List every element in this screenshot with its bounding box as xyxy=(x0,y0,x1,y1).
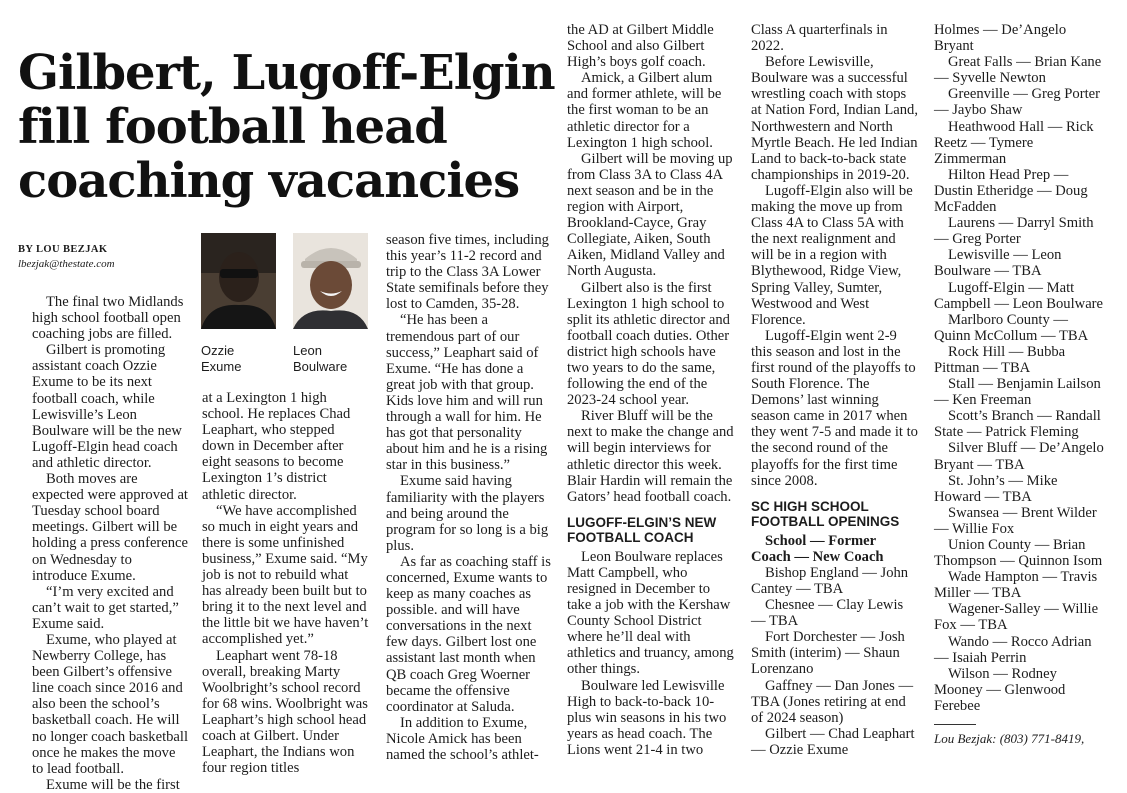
author-email[interactable]: lbezjak@thestate.com xyxy=(18,258,115,270)
list-item: Stall — Benjamin Lailson — Ken Freeman xyxy=(934,376,1101,409)
paragraph: at a Lexington 1 high school. He replaces Chad Leaphart, who stepped down in December after eight seasons to become Lexington 1’s district athletic director. xyxy=(202,390,351,503)
list-item: Lugoff-Elgin — Matt Campbell — Leon Boulware xyxy=(934,279,1104,312)
list-item: Wilson — Rodney Mooney — Glenwood Ferebee xyxy=(934,665,1066,714)
article-column-2 xyxy=(202,390,370,777)
list-legend: School — Former Coach — New Coach xyxy=(751,532,884,565)
list-item: Gaffney — Dan Jones — TBA (Jones retiring at end of 2024 season) xyxy=(751,677,914,726)
list-item: Union County — Brian Thompson — Quinnon Isom xyxy=(934,537,1103,570)
byline-block xyxy=(18,244,186,270)
portrait-icon xyxy=(201,233,276,329)
paragraph: “We have accomplished so much in eight years and there is some unfinished business,” Exume said. “My job is not to rebuild what has already been built but to bring it to the next level and the little bit we have haven’t accomplished yet.” xyxy=(202,502,369,648)
photo-caption-exume xyxy=(201,343,241,375)
list-item: St. John’s — Mike Howard — TBA xyxy=(934,472,1058,505)
list-item: Silver Bluff — De’Angelo Bryant — TBA xyxy=(934,440,1104,473)
photo-caption-boulware xyxy=(293,343,347,375)
list-item: Heathwood Hall — Rick Reetz — Tymere Zimmerman xyxy=(934,118,1094,167)
article-column-5 xyxy=(751,22,919,768)
byline: BY LOU BEZJAK xyxy=(18,244,108,255)
portrait-icon xyxy=(293,233,368,329)
list-item: Wagener-Salley — Willie Fox — TBA xyxy=(934,601,1099,634)
paragraph: “He has been a tremendous part of our success,” Leaphart said of Exume. “He has done a great job with that group. Kids love him and will run through a wall for him. He has got that personality about him and he is a rising star in this business.” xyxy=(386,312,548,474)
caption-first-name: Ozzie xyxy=(201,343,235,358)
paragraph: Lugoff-Elgin also will be making the move up from Class 4A to Class 5A with the next realignment and will be in a region with Blythewood, Ridge View, Spring Valley, Sumter, Westwood and West Florence. xyxy=(751,182,913,328)
list-item: Laurens — Darryl Smith — Greg Porter xyxy=(934,215,1094,248)
list-item: Wando — Rocco Adrian — Isaiah Perrin xyxy=(934,633,1092,666)
paragraph: In addition to Exume, Nicole Amick has been named the school’s athlet- xyxy=(386,714,539,763)
paragraph: Gilbert will be moving up from Class 3A to Class 4A next season and be in the region with Airport, Brookland-Cayce, Gray Collegiate, Aiken, South Aiken, Midland Valley and North Augusta. xyxy=(567,150,733,280)
paragraph: Exume will be the first xyxy=(46,776,180,793)
paragraph: season five times, including this year’s 11-2 record and trip to the Class 3A Lower State semifinals before they lost to Camden, 35-28. xyxy=(386,232,549,313)
caption-last-name: Exume xyxy=(201,359,242,374)
paragraph: The final two Midlands high school football open coaching jobs are filled. xyxy=(32,294,184,343)
caption-first-name: Leon xyxy=(293,343,322,358)
list-item: Swansea — Brent Wilder — Willie Fox xyxy=(934,504,1097,537)
list-item: Fort Dorchester — Josh Smith (interim) — Shaun Lorenzano xyxy=(751,629,905,678)
list-item: Lewisville — Leon Boulware — TBA xyxy=(934,247,1062,280)
author-signature: Lou Bezjak: (803) 771-8419, xyxy=(934,731,1085,747)
list-item: Bishop England — John Cantey — TBA xyxy=(751,564,909,597)
list-item: Scott’s Branch — Randall State — Patrick Fleming xyxy=(934,408,1101,441)
paragraph: Gilbert also is the first Lexington 1 high school to split its athletic director and football coach duties. Other district high schools have two years to do the same, following the end of the 2023-24 school year. xyxy=(567,279,730,409)
section-subhead: SC HIGH SCHOOL FOOTBALL OPENINGS xyxy=(751,498,900,530)
paragraph: Leaphart went 78-18 overall, breaking Marty Woolbright’s school record for 68 wins. Woolbright was Leaphart’s high school head coach at Gilbert. Under Leaphart, the Indians won four region titles xyxy=(202,647,368,777)
section-subhead: LUGOFF-ELGIN’S NEW FOOTBALL COACH xyxy=(567,514,717,546)
paragraph: “I’m very excited and can’t wait to get started,” Exume said. xyxy=(32,583,179,632)
list-item: Chesnee — Clay Lewis — TBA xyxy=(751,597,904,630)
paragraph: Leon Boulware replaces Matt Campbell, who resigned in December to take a job with the Kershaw County School District where he’ll deal with athletics and truancy, among other things. xyxy=(567,548,734,678)
paragraph: Boulware led Lewisville High to back-to-back 10-plus win seasons in his two years as head coach. The Lions went 21-4 in two xyxy=(567,677,727,758)
photo-ozzie-exume xyxy=(201,233,276,329)
list-item: Holmes — De’Angelo Bryant xyxy=(934,22,1067,55)
list-item: Rock Hill — Bubba Pittman — TBA xyxy=(934,343,1066,376)
list-item: Hilton Head Prep — Dustin Etheridge — Doug McFadden xyxy=(934,166,1088,216)
list-item: Marlboro County — Quinn McCollum — TBA xyxy=(934,311,1089,344)
photo-leon-boulware xyxy=(293,233,368,329)
article-column-3 xyxy=(386,232,552,768)
paragraph: Gilbert is promoting assistant coach Ozzie Exume to be its next football coach, while Lewisville’s Leon Boulware will be the new Lugoff-Elgin head coach and athletic director. xyxy=(32,342,182,471)
list-item: Great Falls — Brian Kane — Syvelle Newton xyxy=(934,54,1102,87)
divider xyxy=(934,724,976,725)
paragraph: Amick, a Gilbert alum and former athlete, will be the first woman to be an athletic director for a Lexington 1 high school. xyxy=(567,70,722,151)
list-item: Gilbert — Chad Leaphart — Ozzie Exume xyxy=(751,725,915,758)
paragraph: the AD at Gilbert Middle School and also Gilbert High’s boys golf coach. xyxy=(567,22,714,71)
paragraph: Lugoff-Elgin went 2-9 this season and lost in the first round of the playoffs to South Florence. The Demons’ last winning season came in 2017 when they went 7-5 and made it to the second round of the playoffs for the first time since 2008. xyxy=(751,327,918,489)
paragraph: As far as coaching staff is concerned, Exume wants to keep as many coaches as possible. and will have conversations in the next few days. Gilbert lost one assistant last month when QB coach Greg Woerner became the offensive coordinator at Saluda. xyxy=(386,553,551,715)
paragraph: River Bluff will be the next to make the change and will begin interviews for athletic director this week. Blair Hardin will remain the Gators’ head football coach. xyxy=(567,408,734,505)
paragraph: Exume, who played at Newberry College, has been Gilbert’s offensive line coach since 2016 and also been the school’s basketball coach. He will no longer coach basketball once he makes the move to lead football. xyxy=(32,631,189,777)
article-column-6 xyxy=(934,22,1104,768)
paragraph: Class A quarterfinals in 2022. xyxy=(751,22,888,55)
paragraph: Before Lewisville, Boulware was a successful wrestling coach with stops at Nation Ford, Indian Land, Northwestern and North Myrtle Beach. He led Indian Land to back-to-back state championships in 2019-20. xyxy=(751,54,918,183)
caption-last-name: Boulware xyxy=(293,359,348,374)
list-item: Wade Hampton — Travis Miller — TBA xyxy=(934,569,1098,602)
headline: Gilbert, Lugoff-Elgin fill football head coaching vacancies xyxy=(18,45,555,210)
paragraph: Exume said having familiarity with the players and being around the program for so long is a big plus. xyxy=(386,473,549,554)
paragraph: Both moves are expected were approved at Tuesday school board meetings. Gilbert will be holding a press conference on Wednesday to introduce Exume. xyxy=(32,471,189,584)
list-item: Greenville — Greg Porter — Jaybo Shaw xyxy=(934,86,1100,119)
article-column-4 xyxy=(567,22,737,768)
article-column-1 xyxy=(32,294,189,793)
